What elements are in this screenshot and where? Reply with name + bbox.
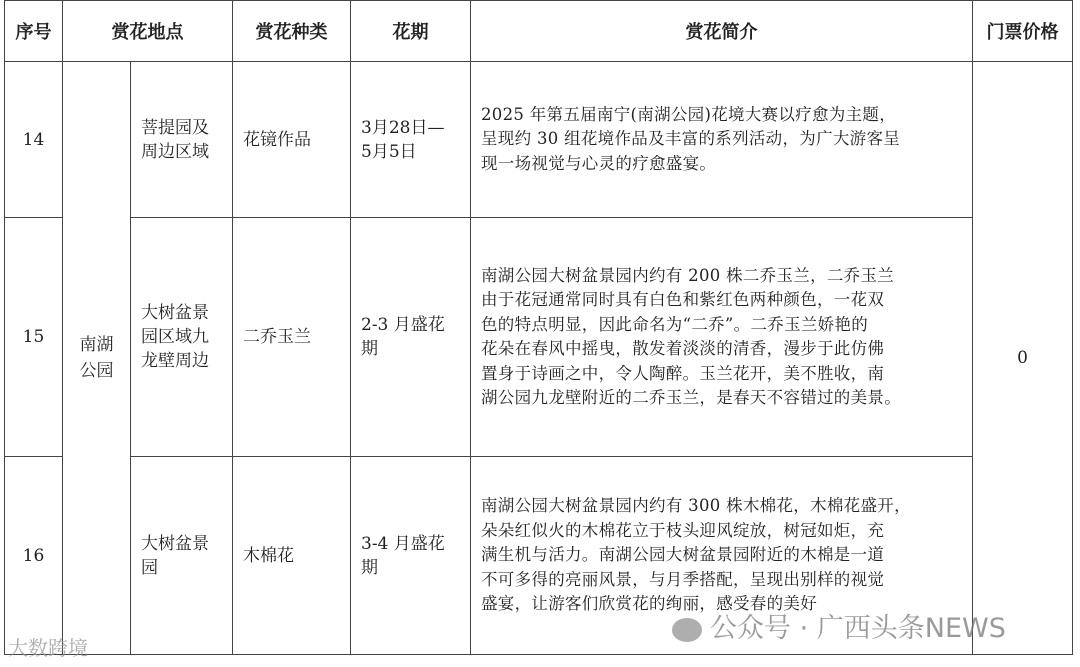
row-period: 3月28日— 5月5日 [351, 62, 471, 218]
row-desc: 南湖公园大树盆景园内约有 200 株二乔玉兰，二乔玉兰 由于花冠通常同时具有白色和紫红色两种颜色，一花双 色的特点明显，因此命名为“二乔”。二乔玉兰娇艳的 花朵在春风中摇曳，散发着淡淡的清香，漫步于此仿佛 置身于诗画之中，令人陶醉。玉兰花开，美不胜收，南 湖公园九龙壁附近的二乔玉兰，是春天不容错过的美景。 [471, 218, 973, 457]
row-kind: 木棉花 [233, 457, 351, 655]
ticket-price: 0 [973, 62, 1073, 655]
wechat-icon [672, 618, 702, 642]
header-kind: 赏花种类 [233, 1, 351, 62]
watermark-right [672, 606, 1006, 645]
row-desc: 南湖公园大树盆景园内约有 300 株木棉花，木棉花盛开， 朵朵红似火的木棉花立于枝头迎风绽放，树冠如炬，充 满生机与活力。南湖公园大树盆景园附近的木棉是一道 不可多得的亮丽风景，与月季搭配，呈现出别样的视觉 盛宴，让游客们欣赏花的绚丽，感受春的美好 [471, 457, 973, 655]
flower-viewing-table [4, 0, 1073, 655]
row-desc: 2025 年第五届南宁(南湖公园)花境大赛以疗愈为主题， 呈现约 30 组花境作品及丰富的系列活动，为广大游客呈 现一场视觉与心灵的疗愈盛宴。 [471, 62, 973, 218]
row-kind: 花镜作品 [233, 62, 351, 218]
row-period: 2-3 月盛花 期 [351, 218, 471, 457]
header-no: 序号 [5, 1, 63, 62]
row-no: 16 [5, 457, 63, 655]
header-period: 花期 [351, 1, 471, 62]
row-place: 大树盆景 园 [131, 457, 233, 655]
header-place: 赏花地点 [63, 1, 233, 62]
header-desc: 赏花简介 [471, 1, 973, 62]
row-no: 14 [5, 62, 63, 218]
watermark-left: 大数跨境 [8, 636, 88, 660]
row-no: 15 [5, 218, 63, 457]
header-price: 门票价格 [973, 1, 1073, 62]
row-period: 3-4 月盛花 期 [351, 457, 471, 655]
row-kind: 二乔玉兰 [233, 218, 351, 457]
park-name: 南湖 公园 [63, 62, 131, 655]
table-row [5, 62, 1073, 218]
table-row [5, 218, 1073, 457]
watermark-right-text: 公众号 · 广西头条NEWS [710, 613, 1006, 644]
header-row [5, 1, 1073, 62]
row-place: 菩提园及 周边区域 [131, 62, 233, 218]
row-place: 大树盆景 园区域九 龙壁周边 [131, 218, 233, 457]
